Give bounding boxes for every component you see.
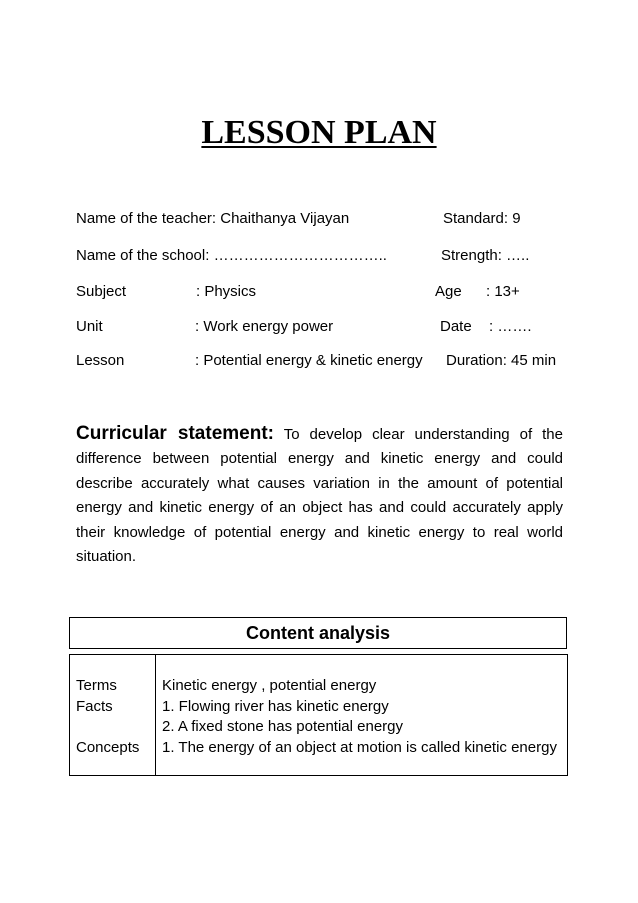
age-label: Age — [435, 283, 462, 300]
strength: Strength: ….. — [441, 247, 530, 264]
fact-item: 1. Flowing river has kinetic energy — [162, 697, 389, 715]
info-row-teacher — [76, 208, 576, 230]
info-row-unit — [76, 316, 576, 338]
curricular-text: To develop clear understanding of the difference between potential energy and kinetic energy and could describe accurately what causes variation in the amount of potential energy and kinetic energy of an object has and could accurately apply their knowledge of potential energy and kinetic energy to real world situation. — [76, 426, 563, 566]
date-label: Date — [440, 318, 472, 335]
page-title — [0, 113, 638, 153]
fact-item: 2. A fixed stone has potential energy — [162, 718, 404, 735]
lesson-value: : Potential energy & kinetic energy — [195, 352, 423, 369]
info-row-lesson — [76, 350, 576, 372]
duration: Duration: 45 min — [446, 352, 557, 369]
terms-label: Terms — [76, 677, 117, 694]
teacher-name: Name of the teacher: Chaithanya Vijayan — [76, 210, 350, 227]
column-divider — [155, 655, 156, 775]
age-value: : 13+ — [486, 283, 520, 300]
info-row-school — [76, 245, 576, 267]
unit-label: Unit — [76, 318, 103, 335]
terms-value: Kinetic energy , potential energy — [162, 677, 377, 694]
concepts-label: Concepts — [76, 738, 140, 756]
row-values — [162, 676, 563, 758]
school-name: Name of the school: …………………………….. — [76, 247, 387, 264]
content-analysis-table — [69, 654, 568, 776]
unit-value: : Work energy power — [195, 318, 334, 335]
concept-item: 1. The energy of an object at motion is called kinetic energy — [162, 738, 557, 756]
subject-label: Subject — [76, 283, 127, 300]
info-row-subject — [76, 281, 576, 303]
title-text: LESSON PLAN — [201, 114, 437, 151]
curricular-statement — [76, 422, 563, 569]
standard: Standard: 9 — [443, 210, 521, 227]
subject-value: : Physics — [196, 283, 257, 300]
facts-label: Facts — [76, 697, 113, 715]
lesson-label: Lesson — [76, 352, 125, 369]
content-analysis-header — [69, 617, 567, 649]
curricular-heading: Curricular statement: — [76, 423, 274, 444]
content-analysis-heading: Content analysis — [245, 623, 391, 643]
date-value: : ……. — [489, 318, 532, 335]
row-labels — [76, 676, 139, 758]
